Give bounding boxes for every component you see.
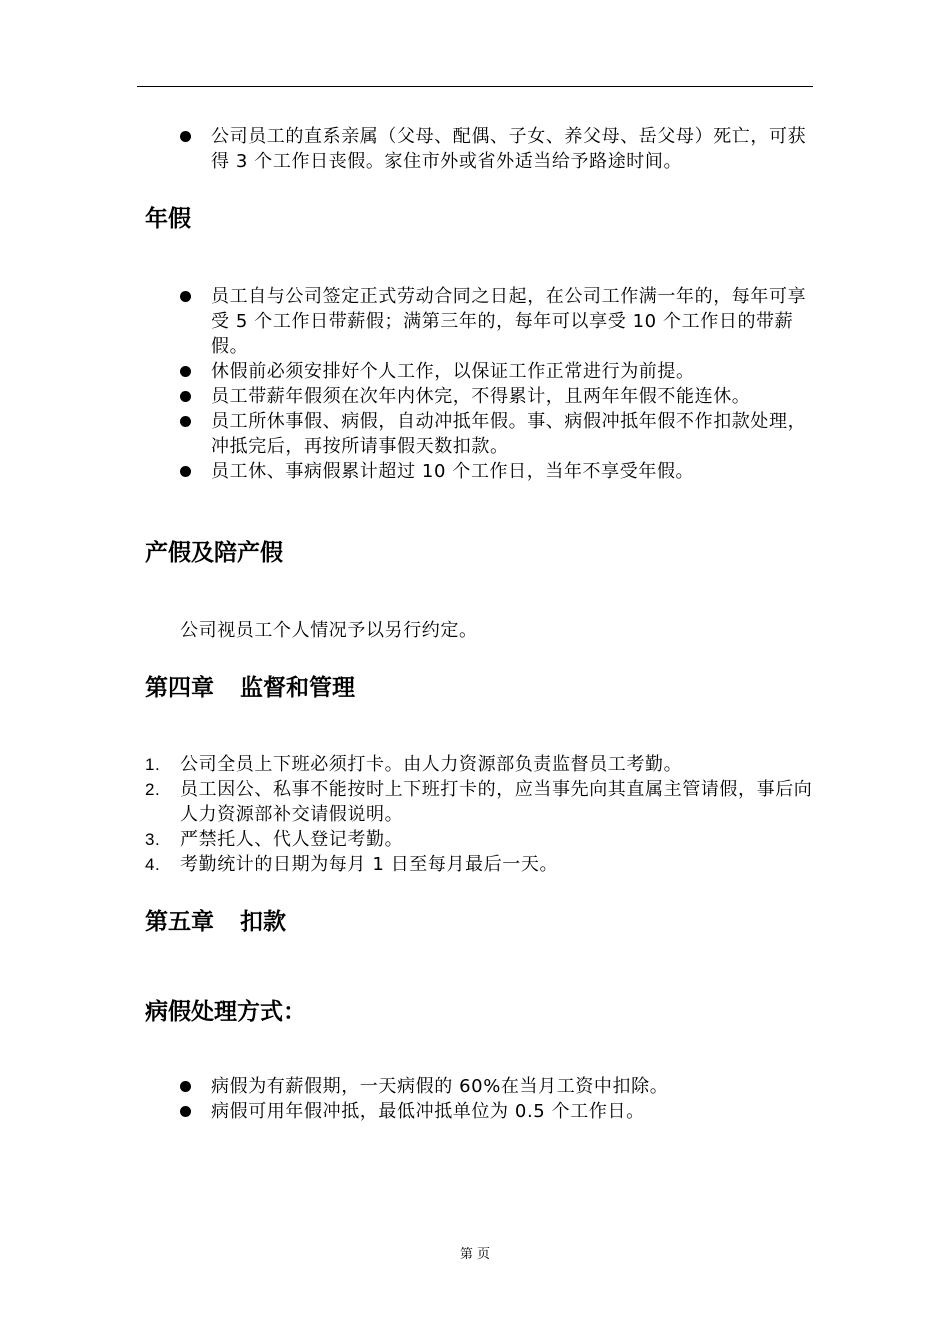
- list-item: [145, 852, 815, 877]
- chapter-heading-4: [145, 673, 355, 703]
- list-item-text: 员工因公、私事不能按时上下班打卡的，应当事先向其直属主管请假，事后向人力资源部补交请假说明。: [180, 779, 813, 825]
- bullet-icon: [180, 416, 191, 427]
- chapter-title: 监督和管理: [240, 675, 355, 701]
- list-item: [178, 284, 818, 359]
- bullet-icon: [180, 466, 191, 477]
- bullet-icon: [180, 1106, 191, 1117]
- bullet-icon: [180, 1081, 191, 1092]
- list-item-text: 公司全员上下班必须打卡。由人力资源部负责监督员工考勤。: [180, 754, 683, 775]
- bullet-icon: [180, 131, 191, 142]
- section-heading-maternity-leave: 产假及陪产假: [145, 540, 283, 566]
- list-item: [145, 752, 815, 777]
- list-item: [178, 1099, 818, 1124]
- list-item-text: 员工休、事病假累计超过 10 个工作日，当年不享受年假。: [211, 461, 695, 482]
- chapter-heading-5: [145, 907, 286, 937]
- bullet-icon: [180, 366, 191, 377]
- list-item: [178, 1074, 818, 1099]
- list-item-text: 病假为有薪假期，一天病假的 60%在当月工资中扣除。: [211, 1076, 669, 1097]
- list-item-text: 严禁托人、代人登记考勤。: [180, 829, 404, 850]
- list-number: 1.: [145, 755, 161, 774]
- list-item: [178, 124, 818, 174]
- header-rule: [137, 86, 813, 87]
- bullet-icon: [180, 391, 191, 402]
- annual-leave-list: [178, 284, 818, 484]
- list-item: [178, 409, 818, 459]
- list-item: [145, 827, 815, 852]
- list-item: [178, 359, 818, 384]
- chapter4-list: [145, 752, 815, 877]
- bullet-icon: [180, 291, 191, 302]
- list-item-text: 休假前必须安排好个人工作，以保证工作正常进行为前提。: [211, 361, 695, 382]
- chapter-number: 第四章: [145, 675, 214, 701]
- list-item-text: 考勤统计的日期为每月 1 日至每月最后一天。: [180, 854, 559, 875]
- list-item: [178, 384, 818, 409]
- list-item-text: 公司员工的直系亲属（父母、配偶、子女、养父母、岳父母）死亡，可获得 3 个工作日丧假。家住市外或省外适当给予路途时间。: [211, 126, 807, 172]
- list-item-text: 员工自与公司签定正式劳动合同之日起，在公司工作满一年的，每年可享受 5 个工作日带薪假；满第三年的，每年可以享受 10 个工作日的带薪假。: [211, 286, 807, 357]
- list-item-text: 员工所休事假、病假，自动冲抵年假。事、病假冲抵年假不作扣款处理，冲抵完后，再按所请事假天数扣款。: [211, 411, 807, 457]
- section-heading-sick-leave: 病假处理方式：: [145, 999, 306, 1025]
- list-number: 2.: [145, 780, 161, 799]
- sick-leave-list: [178, 1074, 818, 1124]
- funeral-leave-list: [178, 124, 818, 174]
- list-number: 4.: [145, 855, 161, 874]
- chapter-title: 扣款: [240, 909, 286, 935]
- list-item: [145, 777, 815, 827]
- page-footer: 第 页: [459, 1247, 491, 1262]
- section-heading-annual-leave: 年假: [145, 206, 191, 232]
- list-item-text: 员工带薪年假须在次年内休完，不得累计，且两年年假不能连休。: [211, 386, 751, 407]
- chapter-number: 第五章: [145, 909, 214, 935]
- list-item-text: 病假可用年假冲抵，最低冲抵单位为 0.5 个工作日。: [211, 1101, 645, 1122]
- list-number: 3.: [145, 830, 161, 849]
- list-item: [178, 459, 818, 484]
- maternity-leave-text: 公司视员工个人情况予以另行约定。: [180, 620, 478, 641]
